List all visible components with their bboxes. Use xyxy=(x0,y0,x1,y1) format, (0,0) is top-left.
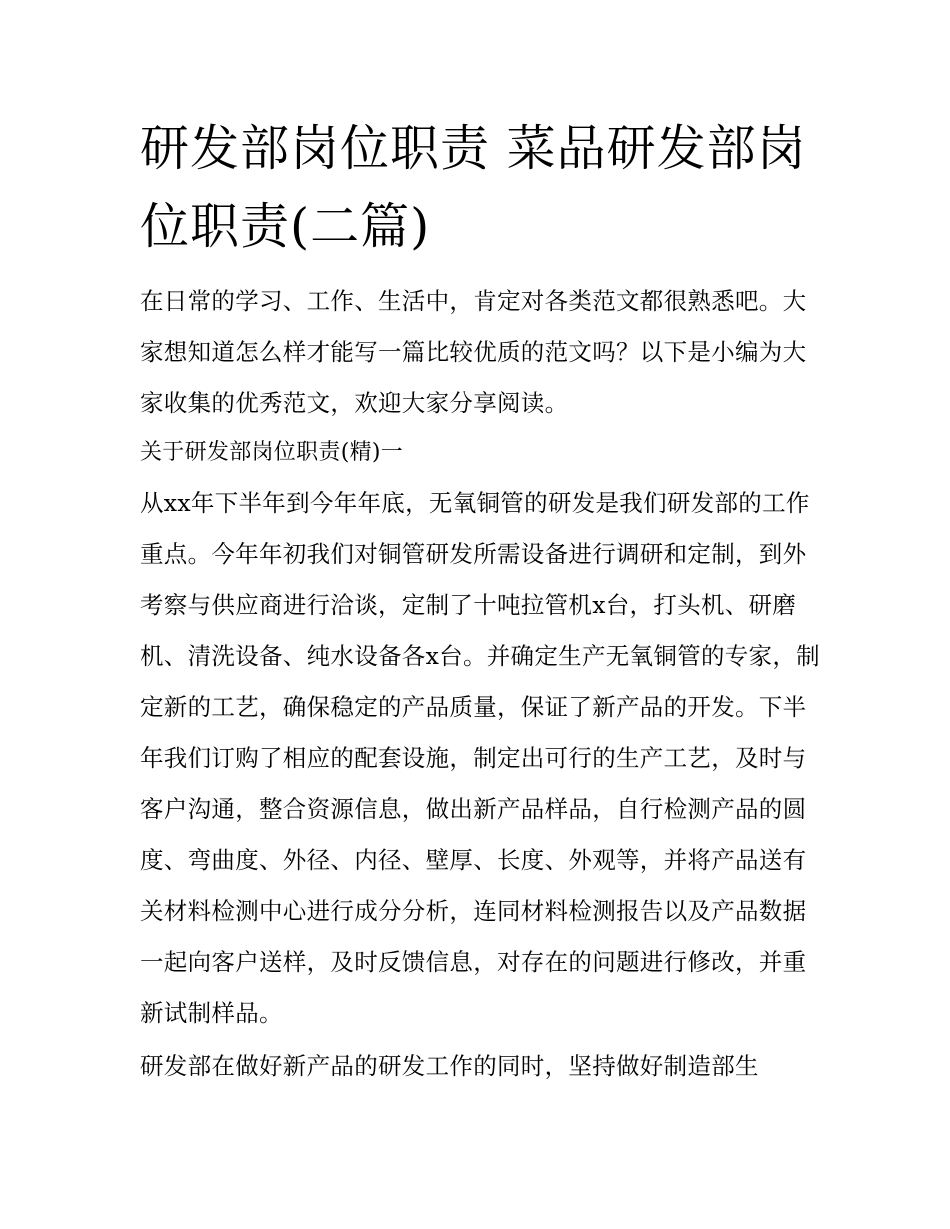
body-paragraph-1: 从xx年下半年到今年年底，无氧铜管的研发是我们研发部的工作重点。今年年初我们对铜管研发所需设备进行调研和定制，到外考察与供应商进行洽谈，定制了十吨拉管机x台，打头机、研磨机、清洗设备、纯水设备各x台。并确定生产无氧铜管的专家，制定新的工艺，确保稳定的产品质量，保证了新产品的开发。下半年我们订购了相应的配套设施，制定出可行的生产工艺，及时与客户沟通，整合资源信息，做出新产品样品，自行检测产品的圆度、弯曲度、外径、内径、壁厚、长度、外观等，并将产品送有关材料检测中心进行成分分析，连同材料检测报告以及产品数据一起向客户送样，及时反馈信息，对存在的问题进行修改，并重新试制样品。 xyxy=(140,489,820,1027)
body-paragraph-2: 研发部在做好新产品的研发工作的同时，坚持做好制造部生 xyxy=(140,1052,759,1080)
section-heading: 关于研发部岗位职责(精)一 xyxy=(140,440,404,465)
document-title: 研发部岗位职责 菜品研发部岗位职责(二篇) xyxy=(140,120,807,255)
intro-paragraph: 在日常的学习、工作、生活中，肯定对各类范文都很熟悉吧。大家想知道怎么样才能写一篇比较优质的范文吗？以下是小编为大家收集的优秀范文，欢迎大家分享阅读。 xyxy=(140,287,807,417)
